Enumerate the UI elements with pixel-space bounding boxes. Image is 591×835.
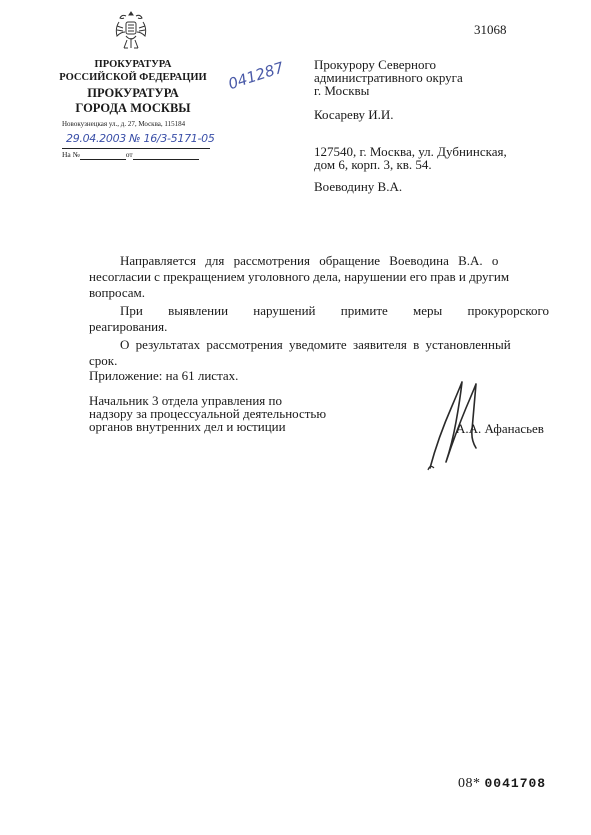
reference-row [62, 150, 199, 160]
handwritten-number: 041287 [226, 58, 287, 94]
body-p3-line1: О результатах рассмотрения уведомите заявителя в установленный [120, 337, 511, 352]
body-p1-line3: вопросам. [89, 285, 146, 300]
org-line-1: ПРОКУРАТУРА [94, 59, 172, 70]
addressee-name-2: Воеводину В.А. [314, 179, 403, 194]
org-name-federal [58, 58, 208, 84]
na-label: На № [62, 150, 80, 159]
ot-label: от [125, 150, 133, 159]
serial-prefix: 08* [458, 776, 481, 791]
ot-blank [133, 159, 199, 160]
na-blank [80, 159, 126, 160]
document-number: 31068 [474, 22, 507, 37]
addressee-address-line-1: 127540, г. Москва, ул. Дубнинская, [314, 144, 507, 159]
org-address: Новокузнецкая ул., д. 27, Москва, 115184 [62, 120, 186, 128]
signer-title-line-1: Начальник 3 отдела управления по [89, 393, 282, 408]
org-line-2: РОССИЙСКОЙ ФЕДЕРАЦИИ [59, 72, 207, 83]
form-serial-number [458, 776, 546, 792]
addressee-line-2: административного округа [314, 70, 463, 85]
body-p3-line2: срок. [89, 353, 118, 368]
addressee-line-1: Прокурору Северного [314, 57, 436, 72]
attachment-line: Приложение: на 61 листах. [89, 368, 239, 383]
body-p2-line1: При выявлении нарушений примите меры прокурорского [120, 303, 550, 318]
serial-number: 0041708 [484, 776, 547, 791]
registration-number-handwritten: 29.04.2003 № 16/3-5171-05 [66, 132, 215, 145]
addressee-name-1: Косареву И.И. [314, 107, 394, 122]
org-name-moscow [58, 86, 208, 116]
signer-name: А.А. Афанасьев [456, 421, 544, 436]
body-p1-line1: Направляется для рассмотрения обращение Воеводина В.А. о [120, 253, 499, 268]
body-p1-line2: несогласии с прекращением уголовного дела, нарушении его прав и другим [89, 269, 510, 284]
addressee-line-3: г. Москвы [314, 83, 370, 98]
org-line-4: ГОРОДА МОСКВЫ [75, 101, 191, 115]
org-line-3: ПРОКУРАТУРА [87, 86, 179, 100]
signer-title-line-2: надзору за процессуальной деятельностью [89, 406, 327, 421]
addressee-address-line-2: дом 6, корп. 3, кв. 54. [314, 157, 432, 172]
signer-title-line-3: органов внутренних дел и юстиции [89, 419, 286, 434]
body-p2-line2: реагирования. [89, 319, 168, 334]
double-headed-eagle-emblem-icon [113, 8, 149, 54]
